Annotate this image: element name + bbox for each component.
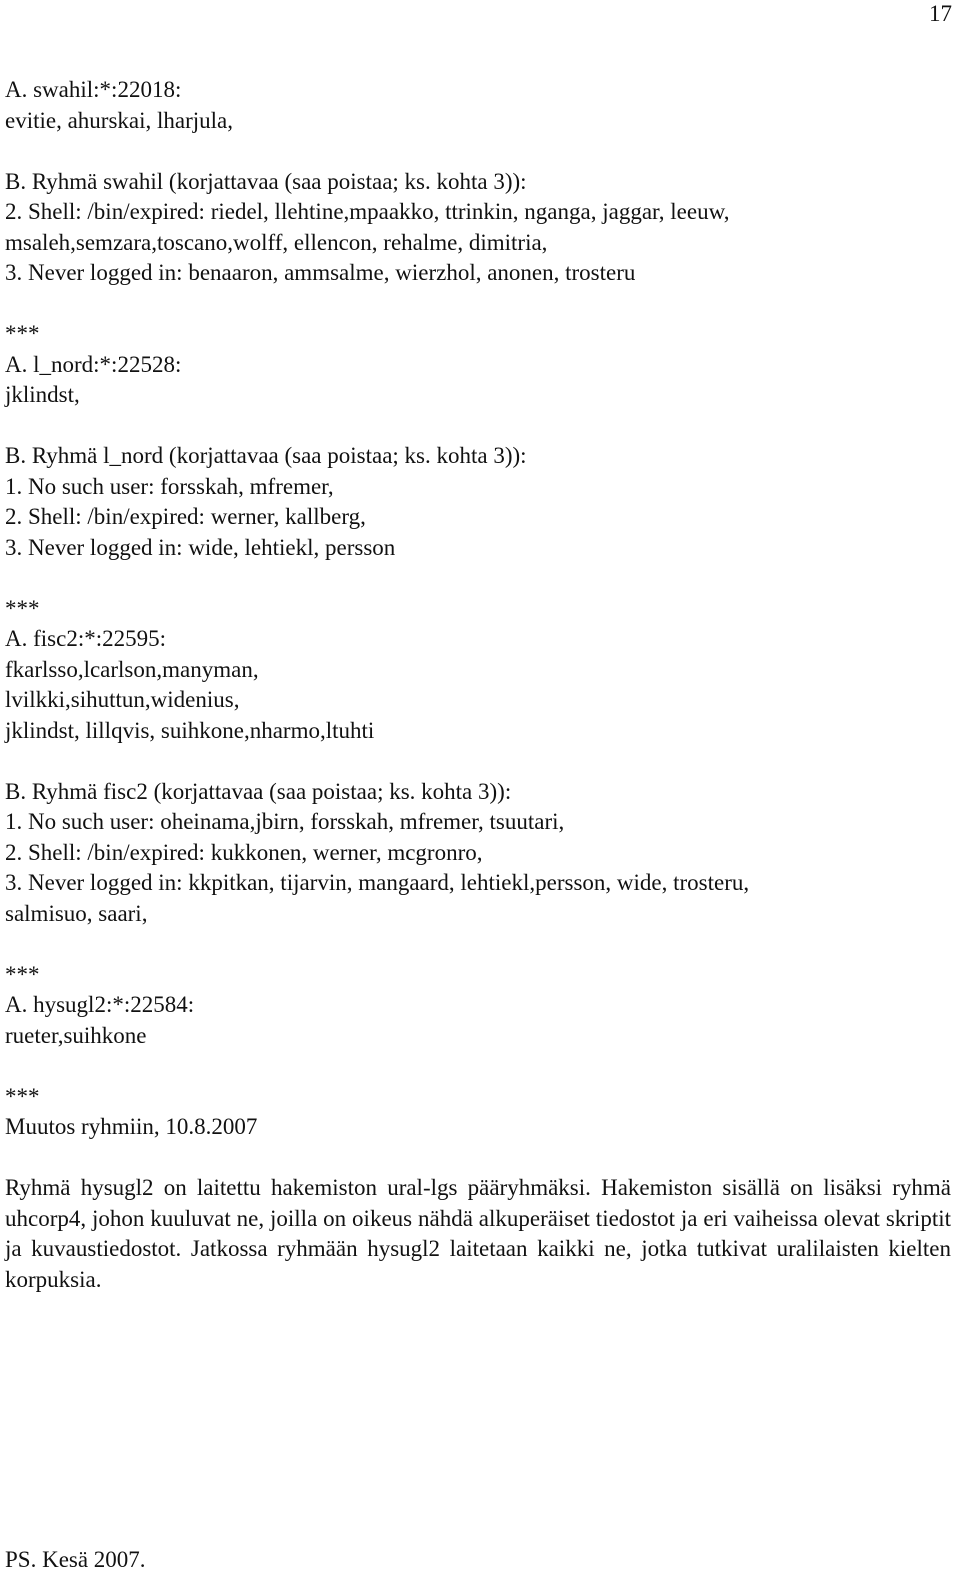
footer-note: PS. Kesä 2007. <box>5 1547 146 1572</box>
fisc2-members-1: fkarlsso,lcarlson,manyman, <box>5 656 259 682</box>
separator: *** <box>5 961 40 987</box>
spacer <box>5 411 951 442</box>
hysugl2-group-line: A. hysugl2:*:22584: <box>5 992 195 1017</box>
swahil-b-item-2-cont: msaleh,semzara,toscano,wolff, ellencon, rehalme, dimitria, <box>5 229 548 255</box>
l-nord-members: jklindst, <box>5 382 80 407</box>
l-nord-group-line: A. l_nord:*:22528: <box>5 351 182 377</box>
change-paragraph: Ryhmä hysugl2 on laitettu hakemiston ural-lgs pääryhmäksi. Hakemiston sisällä on lisäksi ryhmä uhcorp4, johon kuuluvat ne, joilla on oikeus nähdä alkuperäiset tiedostot ja eri vaiheissa olevat skriptit ja kuvaustiedostot. Jatkossa ryhmään hysugl2 laitetaan kaikki ne, jotka tutkivat uralilaisten kielten korpuksia. <box>5 1175 951 1292</box>
spacer <box>5 1143 951 1174</box>
spacer <box>5 563 951 594</box>
page-number: 17 <box>929 1 952 26</box>
separator: *** <box>5 1083 40 1109</box>
fisc2-b-heading: B. Ryhmä fisc2 (korjattavaa (saa poistaa; ks. kohta 3)): <box>5 778 512 804</box>
spacer <box>5 289 951 320</box>
spacer <box>5 929 951 960</box>
fisc2-members-3: jklindst, lillqvis, suihkone,nharmo,ltuhti <box>5 717 375 743</box>
fisc2-members-2: lvilkki,sihuttun,widenius, <box>5 687 240 712</box>
fisc2-group-line: A. fisc2:*:22595: <box>5 626 166 651</box>
fisc2-b-item-3-cont: salmisuo, saari, <box>5 900 148 926</box>
spacer <box>5 136 951 167</box>
document-body <box>5 75 951 1295</box>
l-nord-b-item-2: 2. Shell: /bin/expired: werner, kallberg, <box>5 504 366 529</box>
fisc2-b-item-1: 1. No such user: oheinama,jbirn, forsskah, mfremer, tsuutari, <box>5 809 565 834</box>
l-nord-b-heading: B. Ryhmä l_nord (korjattavaa (saa poistaa; ks. kohta 3)): <box>5 443 527 468</box>
swahil-b-item-2: 2. Shell: /bin/expired: riedel, llehtine,mpaakko, ttrinkin, nganga, jaggar, leeuw, <box>5 199 730 224</box>
separator: *** <box>5 321 40 346</box>
hysugl2-members: rueter,suihkone <box>5 1022 147 1048</box>
separator: *** <box>5 595 40 621</box>
swahil-b-heading: B. Ryhmä swahil (korjattavaa (saa poistaa; ks. kohta 3)): <box>5 168 527 194</box>
spacer <box>5 1051 951 1082</box>
l-nord-b-item-3: 3. Never logged in: wide, lehtiekl, persson <box>5 534 396 560</box>
l-nord-b-item-1: 1. No such user: forsskah, mfremer, <box>5 473 334 499</box>
change-heading: Muutos ryhmiin, 10.8.2007 <box>5 1114 258 1139</box>
swahil-members: evitie, ahurskai, lharjula, <box>5 107 234 133</box>
swahil-b-item-3: 3. Never logged in: benaaron, ammsalme, wierzhol, anonen, trosteru <box>5 260 636 285</box>
fisc2-b-item-2: 2. Shell: /bin/expired: kukkonen, werner, mcgronro, <box>5 839 483 865</box>
spacer <box>5 746 951 777</box>
fisc2-b-item-3: 3. Never logged in: kkpitkan, tijarvin, mangaard, lehtiekl,persson, wide, trosteru, <box>5 870 750 895</box>
swahil-group-line: A. swahil:*:22018: <box>5 77 182 102</box>
